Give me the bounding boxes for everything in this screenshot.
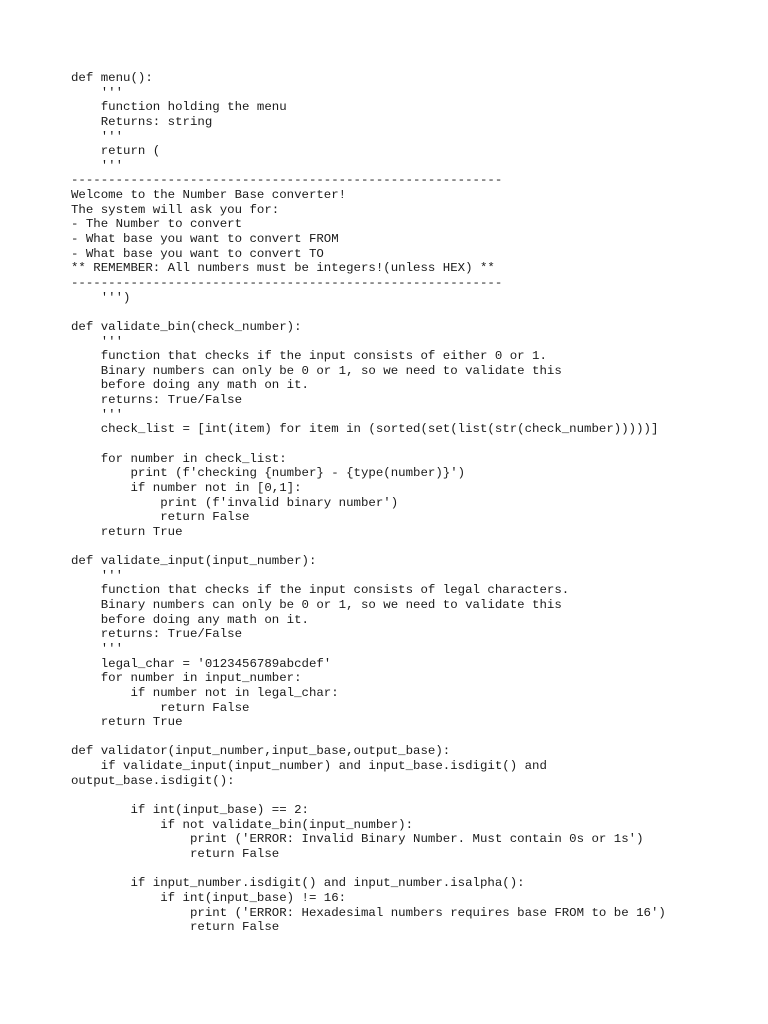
code-line: return False — [71, 920, 280, 935]
code-line: before doing any math on it. — [71, 378, 309, 393]
code-line: ---------------------------------------------------------- — [71, 275, 503, 290]
code-line: ''') — [71, 290, 131, 305]
code-line: function that checks if the input consists of legal characters. — [71, 583, 570, 598]
code-line: def validate_bin(check_number): — [71, 319, 302, 334]
code-line: print (f'checking {number} - {type(number)}') — [71, 466, 466, 481]
code-line: ''' — [71, 158, 124, 173]
code-line: ** REMEMBER: All numbers must be integers!(unless HEX) ** — [71, 261, 495, 276]
code-line — [71, 305, 761, 320]
code-listing — [71, 71, 761, 935]
code-line: Welcome to the Number Base converter! — [71, 188, 347, 203]
code-line: function that checks if the input consists of either 0 or 1. — [71, 349, 547, 364]
code-line: before doing any math on it. — [71, 612, 309, 627]
code-line: return True — [71, 715, 183, 730]
code-line: The system will ask you for: — [71, 202, 280, 217]
code-line: def validate_input(input_number): — [71, 554, 317, 569]
code-line: return True — [71, 524, 183, 539]
code-line: for number in input_number: — [71, 671, 302, 686]
code-line — [71, 540, 761, 555]
code-line — [71, 437, 761, 452]
code-line: def menu(): — [71, 71, 153, 85]
code-line: ''' — [71, 85, 124, 100]
code-line: - What base you want to convert TO — [71, 246, 324, 261]
code-line: legal_char = '0123456789abcdef' — [71, 656, 332, 671]
code-line: return False — [71, 846, 280, 861]
code-line — [71, 788, 761, 803]
code-line: ''' — [71, 641, 124, 656]
code-line: ''' — [71, 568, 124, 583]
code-line: for number in check_list: — [71, 451, 287, 466]
code-line: ''' — [71, 129, 124, 144]
code-line: if number not in [0,1]: — [71, 480, 302, 495]
code-line: return False — [71, 510, 250, 525]
code-line: function holding the menu — [71, 100, 287, 115]
code-line: ''' — [71, 407, 124, 422]
code-line: check_list = [int(item) for item in (sorted(set(list(str(check_number)))))] — [71, 422, 659, 437]
code-line: print (f'invalid binary number') — [71, 495, 399, 510]
code-line: if int(input_base) == 2: — [71, 803, 309, 818]
code-line: output_base.isdigit(): — [71, 773, 235, 788]
code-line: - What base you want to convert FROM — [71, 232, 339, 247]
code-line: if not validate_bin(input_number): — [71, 817, 414, 832]
code-line: Returns: string — [71, 114, 213, 129]
code-line — [71, 730, 761, 745]
code-line: if number not in legal_char: — [71, 685, 339, 700]
code-line: if int(input_base) != 16: — [71, 890, 347, 905]
code-line: print ('ERROR: Invalid Binary Number. Must contain 0s or 1s') — [71, 832, 644, 847]
code-line: return ( — [71, 144, 161, 159]
code-line — [71, 862, 761, 877]
code-line: return False — [71, 700, 250, 715]
code-line: - The Number to convert — [71, 217, 243, 232]
code-line: if input_number.isdigit() and input_number.isalpha(): — [71, 876, 525, 891]
code-line: print ('ERROR: Hexadesimal numbers requires base FROM to be 16') — [71, 905, 666, 920]
code-line: ''' — [71, 334, 124, 349]
code-line: returns: True/False — [71, 393, 243, 408]
code-line: returns: True/False — [71, 627, 243, 642]
code-line: ---------------------------------------------------------- — [71, 173, 503, 188]
code-line: def validator(input_number,input_base,output_base): — [71, 744, 451, 759]
code-line: Binary numbers can only be 0 or 1, so we need to validate this — [71, 363, 562, 378]
code-line: Binary numbers can only be 0 or 1, so we need to validate this — [71, 598, 562, 613]
code-line: if validate_input(input_number) and input_base.isdigit() and — [71, 759, 547, 774]
